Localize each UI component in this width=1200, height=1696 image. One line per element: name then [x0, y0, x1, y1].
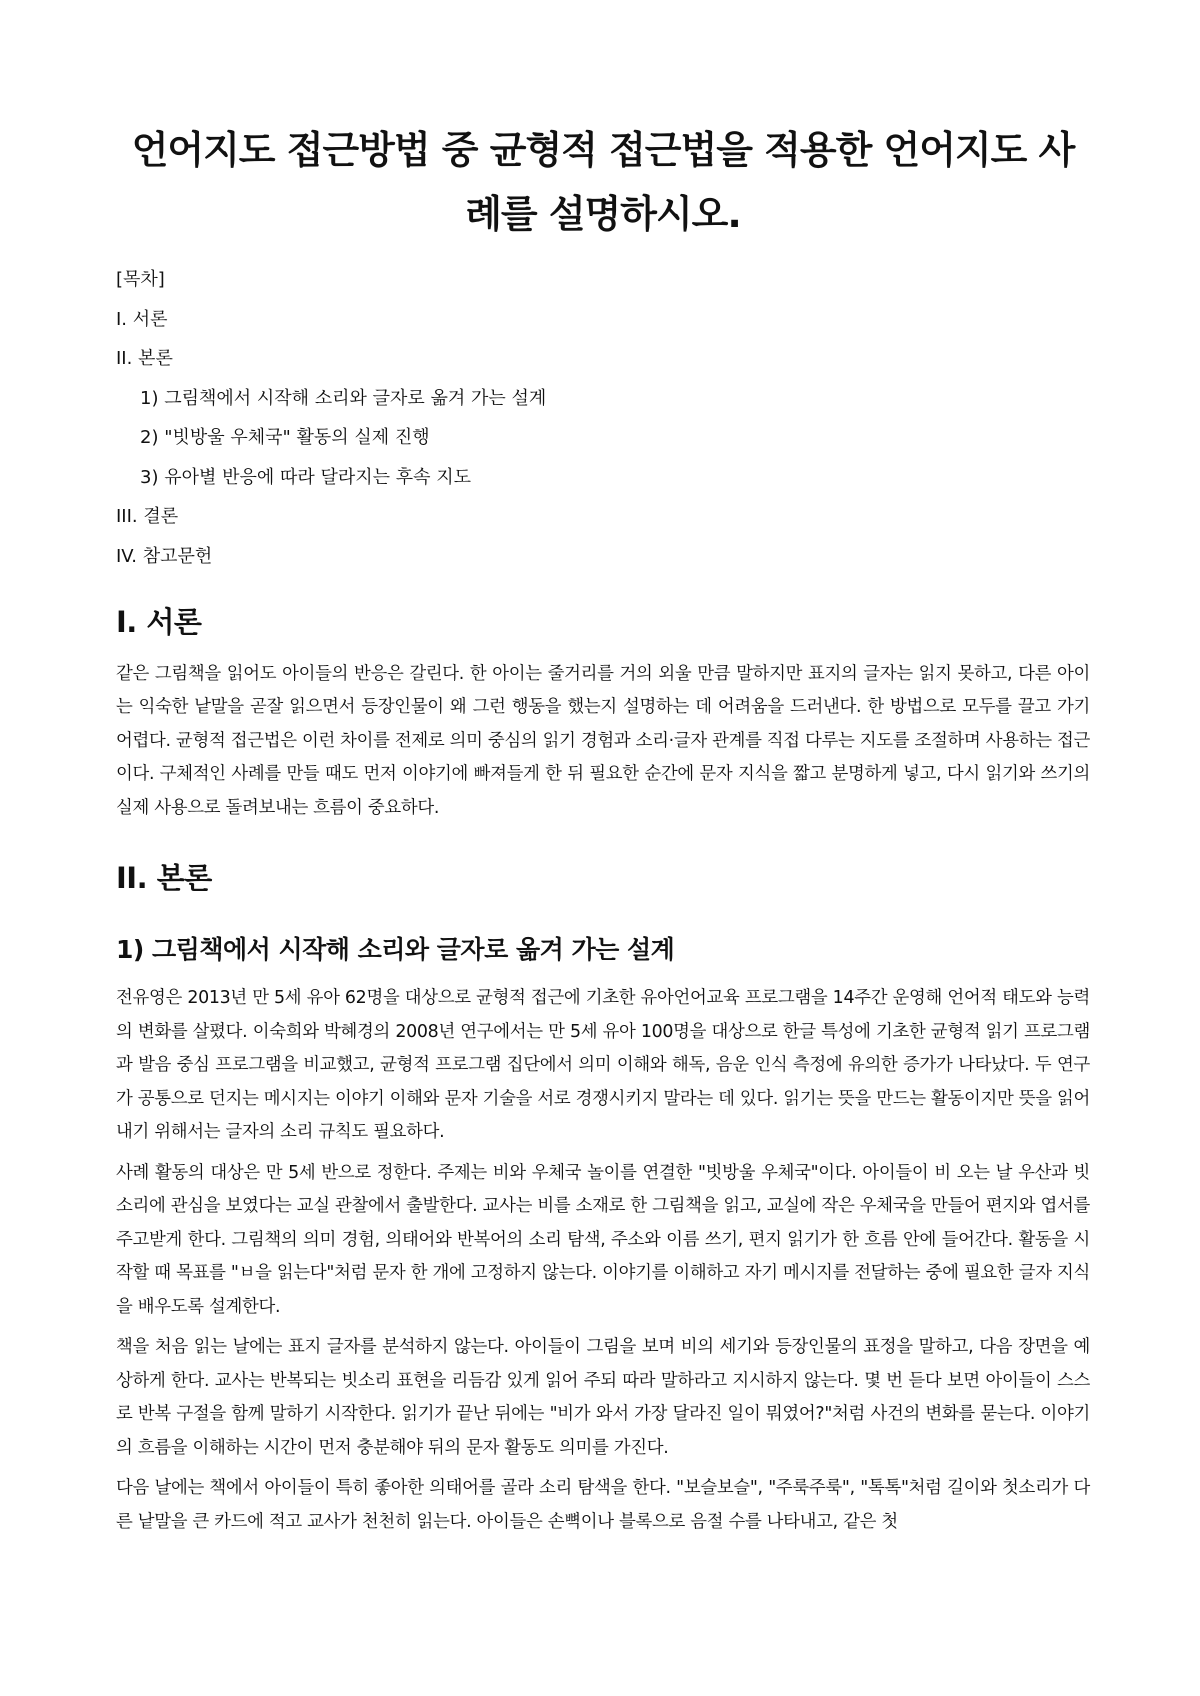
- section-heading-body: II. 본론: [116, 861, 212, 895]
- document-title: 언어지도 접근방법 중 균형적 접근법을 적용한 언어지도 사례를 설명하시오.: [131, 128, 1075, 236]
- body-paragraph-2: 사례 활동의 대상은 만 5세 반으로 정한다. 주제는 비와 우체국 놀이를 연결한 "빗방울 우체국"이다. 아이들이 비 오는 날 우산과 빗소리에 관심을 보였다는 교실 관찰에서 출발한다. 교사는 비를 소재로 한 그림책을 읽고, 교실에 작은 우체국을 만들어 편지와 엽서를 주고받게 한다. 그림책의 의미 경험, 의태어와 반복어의 소리 탐색, 주소와 이름 쓰기, 편지 읽기가 한 흐름 안에 들어간다. 활동을 시작할 때 목표를 "ㅂ을 읽는다"처럼 문자 한 개에 고정하지 않는다. 이야기를 이해하고 자기 메시지를 전달하는 중에 필요한 글자 지식을 배우도록 설계한다.: [116, 1162, 1090, 1317]
- toc-item-intro: I. 서론: [116, 308, 168, 330]
- toc-item-conclusion: III. 결론: [116, 506, 179, 527]
- toc-item-references: IV. 참고문헌: [116, 545, 213, 567]
- section-heading-intro: I. 서론: [116, 604, 202, 639]
- subsection-heading-1: 1) 그림책에서 시작해 소리와 글자로 옮겨 가는 설계: [116, 935, 675, 964]
- body-paragraph-1: 전유영은 2013년 만 5세 유아 62명을 대상으로 균형적 접근에 기초한 유아언어교육 프로그램을 14주간 운영해 언어적 태도와 능력의 변화를 살폈다. 이숙희와 박혜경의 2008년 연구에서는 만 5세 유아 100명을 대상으로 한글 특성에 기초한 균형적 읽기 프로그램과 발음 중심 프로그램을 비교했고, 균형적 프로그램 집단에서 의미 이해와 해독, 음운 인식 측정에 유의한 증가가 나타났다. 두 연구가 공통으로 던지는 메시지는 이야기 이해와 문자 기술을 서로 경쟁시키지 말라는 데 있다. 읽기는 뜻을 만드는 활동이지만 뜻을 읽어 내기 위해서는 글자의 소리 규칙도 필요하다.: [116, 988, 1090, 1142]
- toc-heading: [목차]: [116, 269, 165, 290]
- toc-item-body: II. 본론: [116, 348, 173, 369]
- body-paragraph-3: 책을 처음 읽는 날에는 표지 글자를 분석하지 않는다. 아이들이 그림을 보며 비의 세기와 등장인물의 표정을 말하고, 다음 장면을 예상하게 한다. 교사는 반복되는 빗소리 표현을 리듬감 있게 읽어 주되 따라 말하라고 지시하지 않는다. 몇 번 듣다 보면 아이들이 스스로 반복 구절을 함께 말하기 시작한다. 읽기가 끝난 뒤에는 "비가 와서 가장 달라진 일이 뭐였어?"처럼 사건의 변화를 묻는다. 이야기의 흐름을 이해하는 시간이 먼저 충분해야 뒤의 문자 활동도 의미를 가진다.: [116, 1337, 1090, 1458]
- toc-item-body-1: 1) 그림책에서 시작해 소리와 글자로 옮겨 가는 설계: [140, 387, 547, 409]
- table-of-contents: [116, 268, 1090, 569]
- body-paragraph-4: 다음 날에는 책에서 아이들이 특히 좋아한 의태어를 골라 소리 탐색을 한다. "보슬보슬", "주룩주룩", "톡톡"처럼 길이와 첫소리가 다른 낱말을 큰 카드에 적고 교사가 천천히 읽는다. 아이들은 손뼉이나 블록으로 음절 수를 나타내고, 같은 첫: [116, 1478, 1090, 1532]
- intro-paragraph: 같은 그림책을 읽어도 아이들의 반응은 갈린다. 한 아이는 줄거리를 거의 외울 만큼 말하지만 표지의 글자는 읽지 못하고, 다른 아이는 익숙한 낱말을 곧잘 읽으면서 등장인물이 왜 그런 행동을 했는지 설명하는 데 어려움을 드러낸다. 한 방법으로 모두를 끌고 가기 어렵다. 균형적 접근법은 이런 차이를 전제로 의미 중심의 읽기 경험과 소리·글자 관계를 직접 다루는 지도를 조절하며 사용하는 접근이다. 구체적인 사례를 만들 때도 먼저 이야기에 빠져들게 한 뒤 필요한 순간에 문자 지식을 짧고 분명하게 넣고, 다시 읽기와 쓰기의 실제 사용으로 돌려보내는 흐름이 중요하다.: [116, 663, 1090, 818]
- toc-item-body-3: 3) 유아별 반응에 따라 달라지는 후속 지도: [140, 466, 472, 488]
- toc-item-body-2: 2) "빗방울 우체국" 활동의 실제 진행: [140, 427, 430, 448]
